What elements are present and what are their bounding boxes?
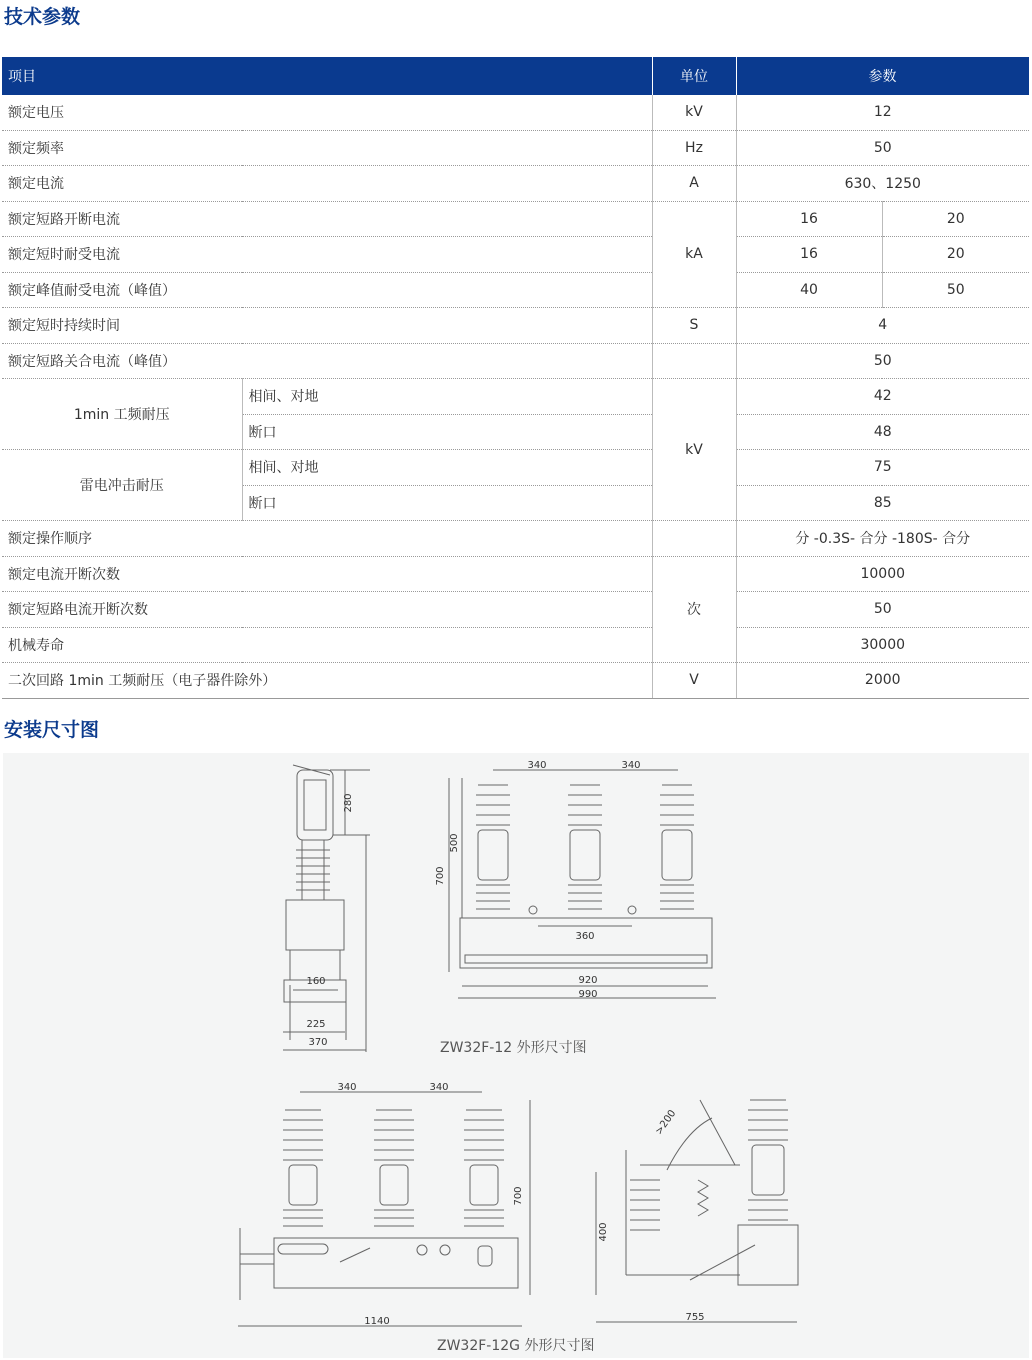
row-unit: Hz (652, 130, 736, 166)
row-name: 额定操作顺序 (2, 521, 652, 557)
row-value: 16 (736, 201, 882, 237)
row-value: 20 (882, 201, 1029, 237)
section-title-install-dims: 安装尺寸图 (4, 719, 100, 741)
side-view-g-drawing (626, 1100, 798, 1285)
dim-200: >200 (653, 1108, 679, 1137)
row-value: 2000 (736, 663, 1029, 699)
row-value: 50 (736, 343, 1029, 379)
dim-500: 500 (449, 833, 460, 853)
row-value: 40 (736, 272, 882, 308)
dim-340a: 340 (527, 760, 547, 771)
dim-340b: 340 (621, 760, 641, 771)
dim-700: 700 (435, 866, 446, 886)
header-unit: 单位 (652, 57, 736, 95)
dim-1140: 1140 (364, 1316, 390, 1327)
row-value: 分 -0.3S- 合分 -180S- 合分 (736, 521, 1029, 557)
row-name: 额定频率 (2, 130, 652, 166)
row-value: 4 (736, 308, 1029, 344)
dim-755: 755 (685, 1312, 705, 1323)
row-name: 额定短路关合电流（峰值） (2, 343, 652, 379)
row-value: 630、1250 (736, 166, 1029, 202)
dim-920: 920 (578, 975, 598, 986)
row-name: 额定短时持续时间 (2, 308, 652, 344)
header-param: 参数 (736, 57, 1029, 95)
caption-zw32f-12: ZW32F-12 外形尺寸图 (440, 1040, 587, 1056)
row-unit: kV (652, 379, 736, 521)
row-unit: kV (652, 95, 736, 130)
dim-225: 225 (306, 1019, 326, 1030)
dim-360: 360 (575, 931, 595, 942)
row-sub-name: 相间、对地 (242, 379, 652, 415)
row-unit: 次 (652, 556, 736, 663)
caption-zw32f-12g: ZW32F-12G 外形尺寸图 (437, 1338, 595, 1354)
row-name: 机械寿命 (2, 627, 652, 663)
dim-280: 280 (343, 793, 354, 813)
row-name: 额定峰值耐受电流（峰值） (2, 272, 652, 308)
row-value: 10000 (736, 556, 1029, 592)
row-unit: V (652, 663, 736, 699)
row-unit: kA (652, 201, 736, 308)
row-name: 额定短路电流开断次数 (2, 592, 652, 628)
header-item: 项目 (2, 57, 652, 95)
row-value: 42 (736, 379, 1029, 415)
row-value: 16 (736, 237, 882, 273)
section-title-tech-params: 技术参数 (4, 6, 81, 28)
dim-990: 990 (578, 989, 598, 1000)
dim-400: 400 (598, 1222, 609, 1242)
row-sub-name: 断口 (242, 485, 652, 521)
side-view-drawing (284, 765, 370, 1040)
dim-370: 370 (308, 1037, 328, 1048)
row-value: 50 (736, 592, 1029, 628)
row-name: 二次回路 1min 工频耐压（电子器件除外） (2, 663, 652, 699)
row-name: 额定短时耐受电流 (2, 237, 652, 273)
dim-340b-g: 340 (429, 1082, 449, 1093)
row-value: 75 (736, 450, 1029, 486)
dim-340a-g: 340 (337, 1082, 357, 1093)
row-value: 30000 (736, 627, 1029, 663)
row-unit: S (652, 308, 736, 344)
row-value: 20 (882, 237, 1029, 273)
row-group-name: 雷电冲击耐压 (2, 450, 242, 521)
row-unit: A (652, 166, 736, 202)
dim-160: 160 (306, 976, 326, 987)
row-name: 额定电流开断次数 (2, 556, 652, 592)
row-value: 50 (882, 272, 1029, 308)
row-sub-name: 相间、对地 (242, 450, 652, 486)
row-name: 额定电压 (2, 95, 652, 130)
front-view-g-drawing (240, 1110, 518, 1300)
row-name: 额定短路开断电流 (2, 201, 652, 237)
row-group-name: 1min 工频耐压 (2, 379, 242, 450)
row-sub-name: 断口 (242, 414, 652, 450)
row-value: 50 (736, 130, 1029, 166)
row-name: 额定电流 (2, 166, 652, 202)
row-value: 85 (736, 485, 1029, 521)
dim-700-g: 700 (513, 1186, 524, 1206)
row-value: 12 (736, 95, 1029, 130)
row-value: 48 (736, 414, 1029, 450)
